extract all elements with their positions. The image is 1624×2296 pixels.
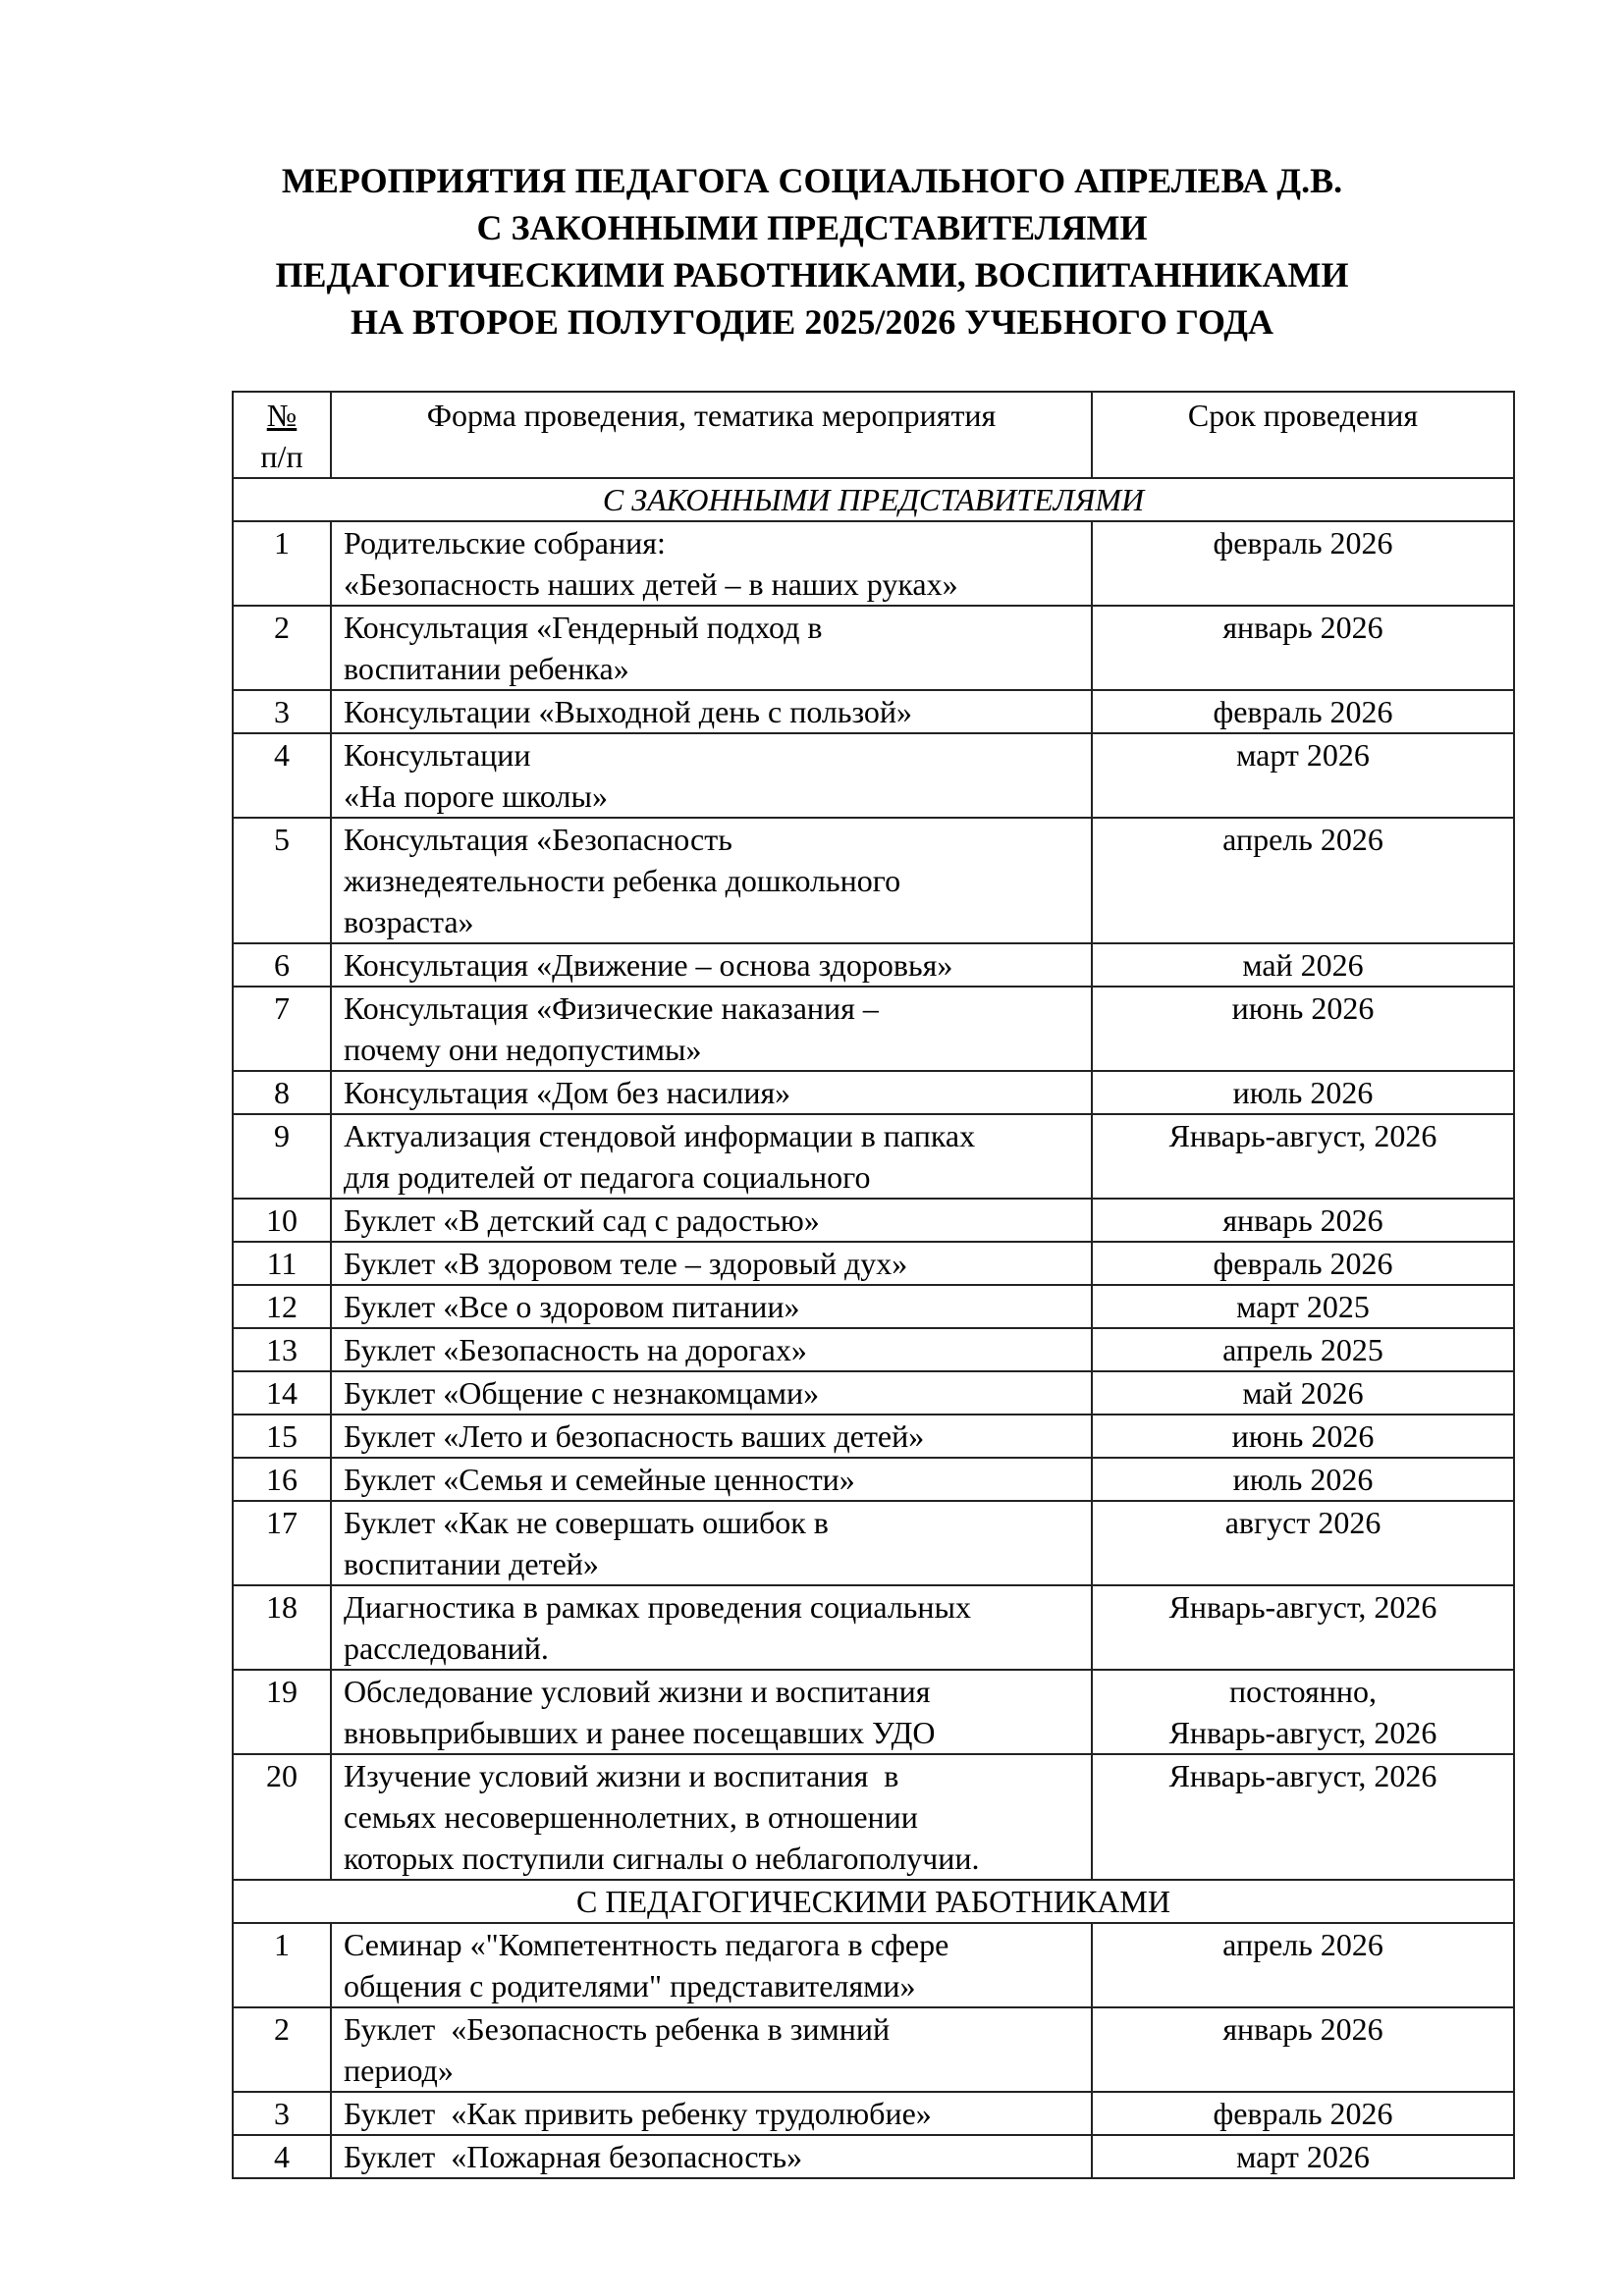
form-text-line: которых поступили сигналы о неблагополучии. (344, 1841, 980, 1876)
date-text-line: август 2026 (1224, 1505, 1381, 1540)
row-date (1092, 1071, 1514, 1114)
row-number: 10 (233, 1199, 331, 1242)
row-date (1092, 1670, 1514, 1754)
table-row (233, 1328, 1514, 1371)
date-text-line: январь 2026 (1222, 610, 1383, 645)
row-date (1092, 818, 1514, 943)
form-text-line: Буклет «В здоровом теле – здоровый дух» (344, 1246, 908, 1281)
row-date (1092, 2092, 1514, 2135)
row-date (1092, 1415, 1514, 1458)
title-line-2: С ЗАКОННЫМИ ПРЕДСТАВИТЕЛЯМИ (476, 208, 1148, 247)
date-text-line: июль 2026 (1232, 1075, 1374, 1110)
table-row (233, 1754, 1514, 1880)
form-text-line: Буклет «Семья и семейные ценности» (344, 1462, 855, 1497)
form-text-line: «На пороге школы» (344, 778, 608, 814)
row-number: 1 (233, 521, 331, 606)
date-text-line: Январь-август, 2026 (1168, 1758, 1437, 1793)
date-text-line: постоянно, (1228, 1674, 1378, 1709)
form-text-line: Консультация «Дом без насилия» (344, 1075, 791, 1110)
date-text-line: январь 2026 (1222, 2011, 1383, 2047)
row-form-topic (331, 1071, 1092, 1114)
date-text-line: июнь 2026 (1231, 990, 1375, 1026)
date-text-line: февраль 2026 (1213, 525, 1393, 561)
form-text-line: Консультация «Физические наказания – (344, 990, 879, 1026)
row-form-topic (331, 1585, 1092, 1670)
row-date (1092, 1923, 1514, 2007)
form-text-line: Семинар «"Компетентность педагога в сфере (344, 1927, 949, 1962)
row-form-topic (331, 1114, 1092, 1199)
row-date (1092, 1458, 1514, 1501)
row-form-topic (331, 1670, 1092, 1754)
title-line-4: НА ВТОРОЕ ПОЛУГОДИЕ 2025/2026 УЧЕБНОГО ГОДА (351, 302, 1273, 342)
date-text-line: июль 2026 (1232, 1462, 1374, 1497)
date-text-line: июнь 2026 (1231, 1418, 1375, 1454)
table-row (233, 1071, 1514, 1114)
form-text-line: Родительские собрания: (344, 525, 666, 561)
row-number: 15 (233, 1415, 331, 1458)
form-text-line: Консультации «Выходной день с пользой» (344, 694, 913, 729)
title-line-3: ПЕДАГОГИЧЕСКИМИ РАБОТНИКАМИ, ВОСПИТАННИКАМИ (275, 255, 1349, 294)
row-number: 13 (233, 1328, 331, 1371)
row-form-topic (331, 1285, 1092, 1328)
table-row (233, 1501, 1514, 1585)
row-number: 14 (233, 1371, 331, 1415)
form-text-line: воспитании ребенка» (344, 651, 629, 686)
form-text-line: Буклет «Все о здоровом питании» (344, 1289, 800, 1324)
row-number: 12 (233, 1285, 331, 1328)
row-date (1092, 606, 1514, 690)
form-text-line: жизнедеятельности ребенка дошкольного (344, 863, 901, 898)
date-text-line: февраль 2026 (1213, 1246, 1393, 1281)
table-row (233, 1670, 1514, 1754)
table-header-row (233, 392, 1514, 478)
row-number: 6 (233, 943, 331, 987)
header-form: Форма проведения, тематика мероприятия (331, 392, 1092, 478)
row-date (1092, 1371, 1514, 1415)
section-title: С ЗАКОННЫМИ ПРЕДСТАВИТЕЛЯМИ (233, 478, 1514, 521)
row-form-topic (331, 733, 1092, 818)
form-text-line: Консультация «Безопасность (344, 822, 732, 857)
form-text-line: Буклет «Как привить ребенку трудолюбие» (344, 2096, 932, 2131)
section-title: С ПЕДАГОГИЧЕСКИМИ РАБОТНИКАМИ (233, 1880, 1514, 1923)
form-text-line: Буклет «Лето и безопасность ваших детей» (344, 1418, 925, 1454)
row-date (1092, 733, 1514, 818)
row-date (1092, 1199, 1514, 1242)
row-form-topic (331, 606, 1092, 690)
date-text-line: март 2025 (1236, 1289, 1370, 1324)
table-row (233, 1458, 1514, 1501)
row-form-topic (331, 2135, 1092, 2178)
row-number: 2 (233, 606, 331, 690)
row-form-topic (331, 1754, 1092, 1880)
row-form-topic (331, 521, 1092, 606)
date-text-line: Январь-август, 2026 (1168, 1715, 1437, 1750)
row-form-topic (331, 1328, 1092, 1371)
row-number: 4 (233, 2135, 331, 2178)
form-text-line: Консультации (344, 737, 531, 773)
row-number: 20 (233, 1754, 331, 1880)
row-form-topic (331, 1199, 1092, 1242)
table-body (233, 478, 1514, 2178)
row-date (1092, 1501, 1514, 1585)
table-row (233, 1415, 1514, 1458)
table-row (233, 521, 1514, 606)
form-text-line: расследований. (344, 1630, 549, 1666)
row-number: 4 (233, 733, 331, 818)
row-number: 17 (233, 1501, 331, 1585)
table-row (233, 690, 1514, 733)
row-date (1092, 2007, 1514, 2092)
row-number: 2 (233, 2007, 331, 2092)
document-title (0, 157, 1624, 346)
date-text-line: апрель 2026 (1222, 822, 1383, 857)
row-form-topic (331, 1923, 1092, 2007)
form-text-line: «Безопасность наших детей – в наших руках» (344, 566, 958, 602)
table-row (233, 943, 1514, 987)
title-line-1: МЕРОПРИЯТИЯ ПЕДАГОГА СОЦИАЛЬНОГО АПРЕЛЕВА Д.В. (281, 161, 1343, 200)
form-text-line: Актуализация стендовой информации в папках (344, 1118, 976, 1153)
form-text-line: Буклет «Пожарная безопасность» (344, 2139, 803, 2174)
form-text-line: Обследование условий жизни и воспитания (344, 1674, 931, 1709)
table-row (233, 1199, 1514, 1242)
row-number: 3 (233, 690, 331, 733)
form-text-line: Буклет «Безопасность на дорогах» (344, 1332, 807, 1367)
row-form-topic (331, 818, 1092, 943)
table-row (233, 2007, 1514, 2092)
table-row (233, 987, 1514, 1071)
date-text-line: февраль 2026 (1213, 694, 1393, 729)
table-row (233, 733, 1514, 818)
row-form-topic (331, 1501, 1092, 1585)
date-text-line: январь 2026 (1222, 1202, 1383, 1238)
row-date (1092, 690, 1514, 733)
table-row (233, 818, 1514, 943)
date-text-line: май 2026 (1242, 1375, 1364, 1411)
date-text-line: март 2026 (1236, 737, 1370, 773)
form-text-line: для родителей от педагога социального (344, 1159, 871, 1195)
header-date: Срок проведения (1092, 392, 1514, 478)
row-form-topic (331, 1458, 1092, 1501)
form-text-line: семьях несовершеннолетних, в отношении (344, 1799, 918, 1835)
row-date (1092, 1585, 1514, 1670)
section-header-row (233, 478, 1514, 521)
table-row (233, 1285, 1514, 1328)
row-date (1092, 1285, 1514, 1328)
date-text-line: Январь-август, 2026 (1168, 1589, 1437, 1625)
table-row (233, 1585, 1514, 1670)
row-number: 8 (233, 1071, 331, 1114)
table-row (233, 2135, 1514, 2178)
date-text-line: февраль 2026 (1213, 2096, 1393, 2131)
table-row (233, 1114, 1514, 1199)
row-number: 5 (233, 818, 331, 943)
row-date (1092, 943, 1514, 987)
row-form-topic (331, 987, 1092, 1071)
table-row (233, 1242, 1514, 1285)
table-row (233, 2092, 1514, 2135)
form-text-line: общения с родителями" представителями» (344, 1968, 916, 2003)
date-text-line: Январь-август, 2026 (1168, 1118, 1437, 1153)
header-number-pp: п/п (260, 439, 303, 474)
table-row (233, 606, 1514, 690)
table-row (233, 1923, 1514, 2007)
header-number-sign: № (266, 398, 298, 433)
form-text-line: Консультация «Гендерный подход в (344, 610, 823, 645)
form-text-line: Консультация «Движение – основа здоровья» (344, 947, 953, 983)
date-text-line: апрель 2025 (1222, 1332, 1383, 1367)
form-text-line: Изучение условий жизни и воспитания в (344, 1758, 899, 1793)
row-date (1092, 987, 1514, 1071)
row-number: 7 (233, 987, 331, 1071)
form-text-line: возраста» (344, 904, 474, 939)
row-date (1092, 1328, 1514, 1371)
row-number: 3 (233, 2092, 331, 2135)
row-date (1092, 1114, 1514, 1199)
row-form-topic (331, 1415, 1092, 1458)
row-date (1092, 1242, 1514, 1285)
date-text-line: март 2026 (1236, 2139, 1370, 2174)
section-header-row (233, 1880, 1514, 1923)
form-text-line: Буклет «В детский сад с радостью» (344, 1202, 820, 1238)
row-date (1092, 521, 1514, 606)
header-number (233, 392, 331, 478)
row-form-topic (331, 943, 1092, 987)
row-number: 1 (233, 1923, 331, 2007)
row-number: 11 (233, 1242, 331, 1285)
form-text-line: вновьприбывших и ранее посещавших УДО (344, 1715, 936, 1750)
form-text-line: почему они недопустимы» (344, 1032, 702, 1067)
row-date (1092, 1754, 1514, 1880)
row-date (1092, 2135, 1514, 2178)
form-text-line: Диагностика в рамках проведения социальных (344, 1589, 972, 1625)
form-text-line: воспитании детей» (344, 1546, 599, 1581)
date-text-line: апрель 2026 (1222, 1927, 1383, 1962)
form-text-line: период» (344, 2053, 454, 2088)
form-text-line: Буклет «Как не совершать ошибок в (344, 1505, 829, 1540)
row-form-topic (331, 1371, 1092, 1415)
form-text-line: Буклет «Безопасность ребенка в зимний (344, 2011, 891, 2047)
row-form-topic (331, 1242, 1092, 1285)
row-number: 18 (233, 1585, 331, 1670)
row-number: 9 (233, 1114, 331, 1199)
row-number: 19 (233, 1670, 331, 1754)
row-number: 16 (233, 1458, 331, 1501)
table-row (233, 1371, 1514, 1415)
form-text-line: Буклет «Общение с незнакомцами» (344, 1375, 820, 1411)
date-text-line: май 2026 (1242, 947, 1364, 983)
row-form-topic (331, 690, 1092, 733)
events-table (232, 391, 1515, 2179)
row-form-topic (331, 2092, 1092, 2135)
row-form-topic (331, 2007, 1092, 2092)
